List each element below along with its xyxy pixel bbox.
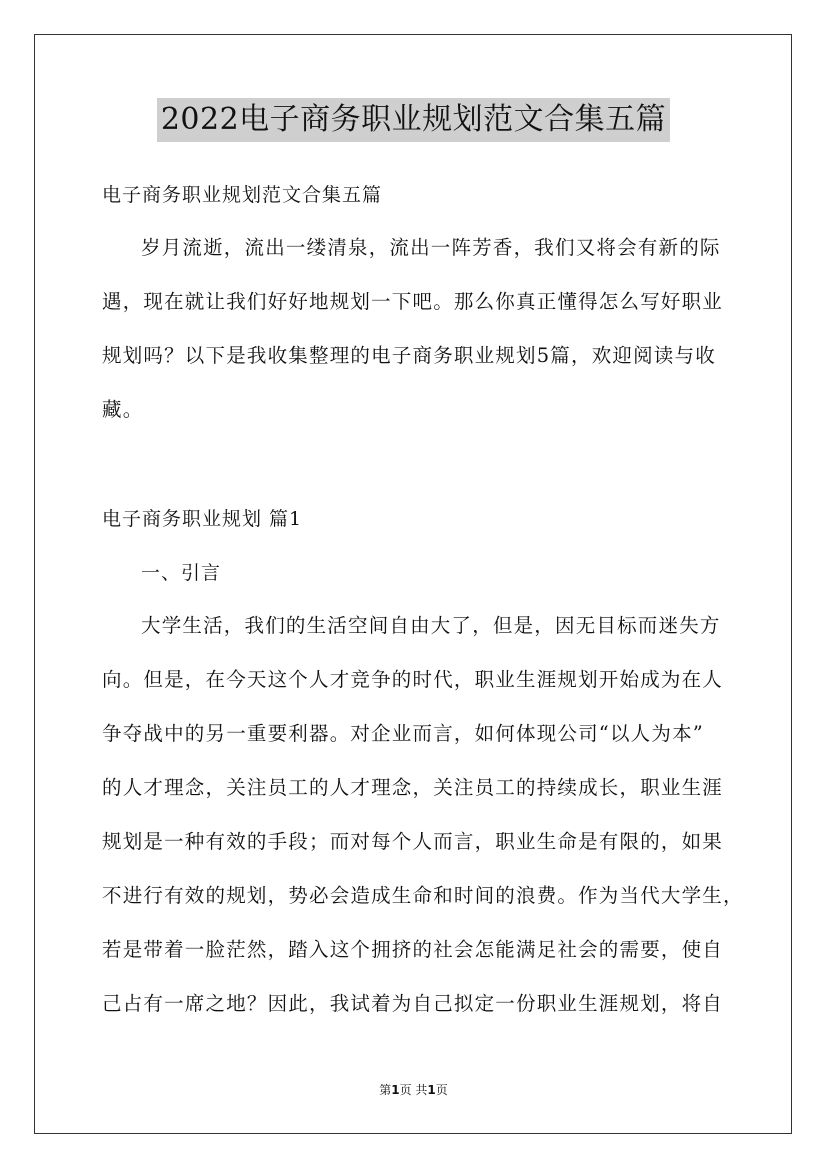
intro-line-4: 藏。: [102, 398, 144, 421]
title-container: [0, 98, 827, 142]
footer-page-current: 1: [391, 1083, 400, 1097]
body-line-4: 的人才理念，关注员工的人才理念，关注员工的持续成长，职业生涯: [102, 776, 724, 799]
subsection-heading: 一、引言: [141, 562, 222, 584]
document-title: 2022电子商务职业规划范文合集五篇: [157, 98, 670, 142]
body-line-1: 大学生活，我们的生活空间自由大了，但是，因无目标而迷失方: [141, 614, 721, 637]
body-line-6: 不进行有效的规划，势必会造成生命和时间的浪费。作为当代大学生，: [102, 884, 744, 907]
document-subtitle: 电子商务职业规划范文合集五篇: [102, 184, 383, 206]
body-line-2: 向。但是，在今天这个人才竞争的时代，职业生涯规划开始成为在人: [102, 668, 724, 691]
intro-line-3: 规划吗？以下是我收集整理的电子商务职业规划5篇，欢迎阅读与收: [102, 344, 716, 367]
footer-page-suffix: 页: [435, 1083, 448, 1097]
intro-line-2: 遇，现在就让我们好好地规划一下吧。那么你真正懂得怎么写好职业: [102, 290, 724, 313]
body-line-8: 己占有一席之地？因此，我试着为自己拟定一份职业生涯规划，将自: [102, 992, 724, 1015]
footer-page-mid: 页 共: [399, 1083, 428, 1097]
body-line-3: 争夺战中的另一重要利器。对企业而言，如何体现公司“以人为本”: [102, 722, 704, 745]
body-line-5: 规划是一种有效的手段；而对每个人而言，职业生命是有限的，如果: [102, 830, 724, 853]
footer-page-total: 1: [427, 1083, 436, 1097]
body-line-7: 若是带着一脸茫然，踏入这个拥挤的社会怎能满足社会的需要，使自: [102, 938, 724, 961]
footer-page-prefix: 第: [379, 1083, 392, 1097]
page-footer: [0, 1082, 827, 1098]
intro-line-1: 岁月流逝，流出一缕清泉，流出一阵芳香，我们又将会有新的际: [141, 236, 721, 259]
section-heading: 电子商务职业规划 篇1: [102, 508, 303, 530]
